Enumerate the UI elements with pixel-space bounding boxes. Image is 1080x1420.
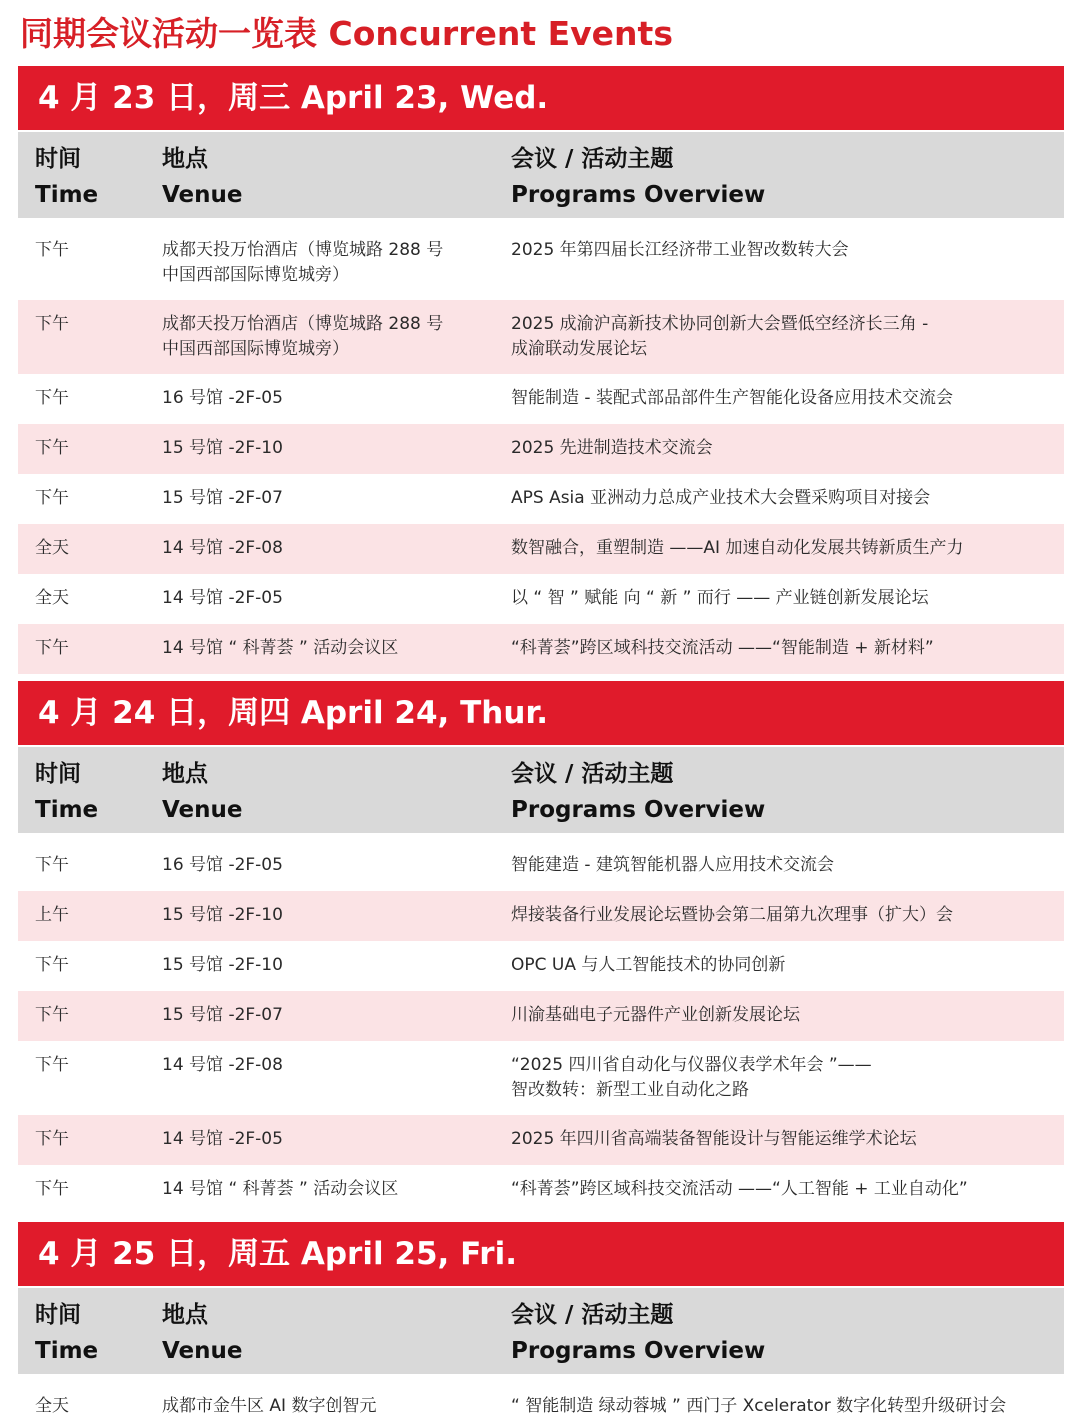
- venue-line: 16 号馆 -2F-05: [162, 855, 283, 875]
- topic-cell: [511, 1394, 1006, 1419]
- topic-line: 智能建造 - 建筑智能机器人应用技术交流会: [511, 855, 834, 875]
- column-header-time-en: Time: [35, 182, 99, 208]
- topic-cell: [511, 436, 713, 461]
- column-header-venue: [162, 1297, 243, 1369]
- table-row: [18, 991, 1064, 1041]
- topic-line: 智改数转：新型工业自动化之路: [511, 1080, 749, 1100]
- venue-cell: [162, 1127, 283, 1152]
- venue-line: 15 号馆 -2F-10: [162, 905, 283, 925]
- column-header-venue-en: Venue: [162, 182, 243, 208]
- table-row: [18, 1041, 1064, 1115]
- time-cell: 下午: [35, 638, 69, 658]
- topic-cell: [511, 486, 930, 511]
- time-cell: 下午: [35, 1005, 69, 1025]
- venue-line: 中国西部国际博览城旁）: [162, 339, 349, 359]
- column-header-venue-en: Venue: [162, 1338, 243, 1364]
- day-heading: 4 月 24 日，周四 April 24, Thur.: [18, 681, 1064, 745]
- venue-cell: [162, 903, 283, 928]
- time-cell: 下午: [35, 1055, 69, 1075]
- column-header-venue-en: Venue: [162, 797, 243, 823]
- column-header-topic: [511, 141, 765, 213]
- venue-cell: [162, 1053, 283, 1078]
- venue-cell: [162, 436, 283, 461]
- venue-cell: [162, 636, 398, 661]
- column-header-topic: [511, 1297, 765, 1369]
- topic-line: “科菁荟”跨区域科技交流活动 ——“人工智能 + 工业自动化”: [511, 1179, 968, 1199]
- column-header-time: [35, 1297, 98, 1369]
- venue-line: 15 号馆 -2F-10: [162, 438, 283, 458]
- table-row: [18, 891, 1064, 941]
- venue-line: 14 号馆 -2F-08: [162, 1055, 283, 1075]
- time-cell: 下午: [35, 488, 69, 508]
- column-header-venue-zh: 地点: [162, 761, 208, 787]
- topic-cell: [511, 1127, 917, 1152]
- time-cell: 上午: [35, 905, 69, 925]
- venue-line: 成都市金牛区 AI 数字创智元: [162, 1396, 377, 1416]
- column-header-time-en: Time: [35, 1338, 99, 1364]
- venue-cell: [162, 1003, 283, 1028]
- venue-cell: [162, 1177, 398, 1202]
- column-header-venue-zh: 地点: [162, 1302, 208, 1328]
- column-header-topic-en: Programs Overview: [511, 797, 766, 823]
- topic-line: “2025 四川省自动化与仪器仪表学术年会 ”——: [511, 1055, 872, 1075]
- venue-cell: [162, 486, 283, 511]
- venue-cell: [162, 536, 283, 561]
- venue-line: 15 号馆 -2F-10: [162, 955, 283, 975]
- topic-line: 焊接装备行业发展论坛暨协会第二届第九次理事（扩大）会: [511, 905, 953, 925]
- topic-cell: [511, 386, 953, 411]
- table-header: [18, 132, 1064, 218]
- table-row: [18, 374, 1064, 424]
- column-header-topic-zh: 会议 / 活动主题: [511, 146, 674, 172]
- topic-cell: [511, 636, 934, 661]
- venue-line: 成都天投万怡酒店（博览城路 288 号: [162, 314, 444, 334]
- venue-line: 14 号馆 “ 科菁荟 ” 活动会议区: [162, 1179, 399, 1199]
- table-row: [18, 574, 1064, 624]
- column-header-time-zh: 时间: [35, 761, 81, 787]
- venue-cell: [162, 1394, 376, 1419]
- table-row: [18, 300, 1064, 374]
- topic-cell: [511, 953, 785, 978]
- column-header-topic-zh: 会议 / 活动主题: [511, 1302, 674, 1328]
- column-header-topic: [511, 756, 765, 828]
- topic-cell: [511, 536, 963, 561]
- time-cell: 下午: [35, 955, 69, 975]
- column-header-time-en: Time: [35, 797, 99, 823]
- topic-cell: [511, 238, 849, 263]
- venue-cell: [162, 312, 443, 362]
- topic-line: 2025 年第四届长江经济带工业智改数转大会: [511, 240, 849, 260]
- topic-cell: [511, 1177, 968, 1202]
- time-cell: 下午: [35, 1129, 69, 1149]
- topic-cell: [511, 853, 834, 878]
- topic-line: 以 “ 智 ” 赋能 向 “ 新 ” 而行 —— 产业链创新发展论坛: [511, 588, 929, 608]
- venue-line: 14 号馆 -2F-05: [162, 588, 283, 608]
- topic-line: 2025 先进制造技术交流会: [511, 438, 713, 458]
- venue-line: 中国西部国际博览城旁）: [162, 265, 349, 285]
- venue-line: 成都天投万怡酒店（博览城路 288 号: [162, 240, 444, 260]
- topic-cell: [511, 1003, 800, 1028]
- topic-line: 数智融合，重塑制造 ——AI 加速自动化发展共铸新质生产力: [511, 538, 964, 558]
- column-header-venue: [162, 141, 243, 213]
- table-row: [18, 1115, 1064, 1165]
- table-row: [18, 474, 1064, 524]
- topic-line: 智能制造 - 装配式部品部件生产智能化设备应用技术交流会: [511, 388, 953, 408]
- topic-line: “ 智能制造 绿动蓉城 ” 西门子 Xcelerator 数字化转型升级研讨会: [511, 1396, 1007, 1416]
- table-row: [18, 226, 1064, 300]
- table-row: [18, 1165, 1064, 1215]
- venue-cell: [162, 238, 443, 288]
- column-header-topic-en: Programs Overview: [511, 1338, 766, 1364]
- table-row: [18, 841, 1064, 891]
- venue-line: 14 号馆 -2F-05: [162, 1129, 283, 1149]
- venue-line: 16 号馆 -2F-05: [162, 388, 283, 408]
- venue-line: 14 号馆 “ 科菁荟 ” 活动会议区: [162, 638, 399, 658]
- table-header: [18, 1288, 1064, 1374]
- topic-line: 川渝基础电子元器件产业创新发展论坛: [511, 1005, 800, 1025]
- topic-cell: [511, 903, 953, 928]
- time-cell: 下午: [35, 388, 69, 408]
- topic-cell: [511, 1053, 872, 1103]
- time-cell: 全天: [35, 538, 69, 558]
- column-header-topic-zh: 会议 / 活动主题: [511, 761, 674, 787]
- column-header-venue-zh: 地点: [162, 146, 208, 172]
- venue-line: 15 号馆 -2F-07: [162, 488, 283, 508]
- time-cell: 下午: [35, 1179, 69, 1199]
- time-cell: 全天: [35, 588, 69, 608]
- venue-cell: [162, 953, 283, 978]
- table-row: [18, 624, 1064, 674]
- table-header: [18, 747, 1064, 833]
- venue-line: 15 号馆 -2F-07: [162, 1005, 283, 1025]
- day-heading: 4 月 23 日，周三 April 23, Wed.: [18, 66, 1064, 130]
- venue-cell: [162, 853, 283, 878]
- column-header-topic-en: Programs Overview: [511, 182, 766, 208]
- table-row: [18, 524, 1064, 574]
- table-row: [18, 941, 1064, 991]
- topic-line: 成渝联动发展论坛: [511, 339, 647, 359]
- topic-line: OPC UA 与人工智能技术的协同创新: [511, 955, 786, 975]
- column-header-time: [35, 141, 98, 213]
- venue-line: 14 号馆 -2F-08: [162, 538, 283, 558]
- time-cell: 全天: [35, 1396, 69, 1416]
- topic-cell: [511, 586, 929, 611]
- time-cell: 下午: [35, 240, 69, 260]
- time-cell: 下午: [35, 314, 69, 334]
- topic-cell: [511, 312, 928, 362]
- venue-cell: [162, 586, 283, 611]
- topic-line: APS Asia 亚洲动力总成产业技术大会暨采购项目对接会: [511, 488, 931, 508]
- column-header-time: [35, 756, 98, 828]
- time-cell: 下午: [35, 438, 69, 458]
- topic-line: 2025 年四川省高端装备智能设计与智能运维学术论坛: [511, 1129, 917, 1149]
- topic-line: “科菁荟”跨区域科技交流活动 ——“智能制造 + 新材料”: [511, 638, 934, 658]
- venue-cell: [162, 386, 283, 411]
- topic-line: 2025 成渝沪高新技术协同创新大会暨低空经济长三角 -: [511, 314, 929, 334]
- column-header-venue: [162, 756, 243, 828]
- column-header-time-zh: 时间: [35, 1302, 81, 1328]
- time-cell: 下午: [35, 855, 69, 875]
- page-title: 同期会议活动一览表 Concurrent Events: [20, 14, 673, 53]
- column-header-time-zh: 时间: [35, 146, 81, 172]
- table-row: [18, 424, 1064, 474]
- table-row: [18, 1382, 1064, 1420]
- day-heading: 4 月 25 日，周五 April 25, Fri.: [18, 1222, 1064, 1286]
